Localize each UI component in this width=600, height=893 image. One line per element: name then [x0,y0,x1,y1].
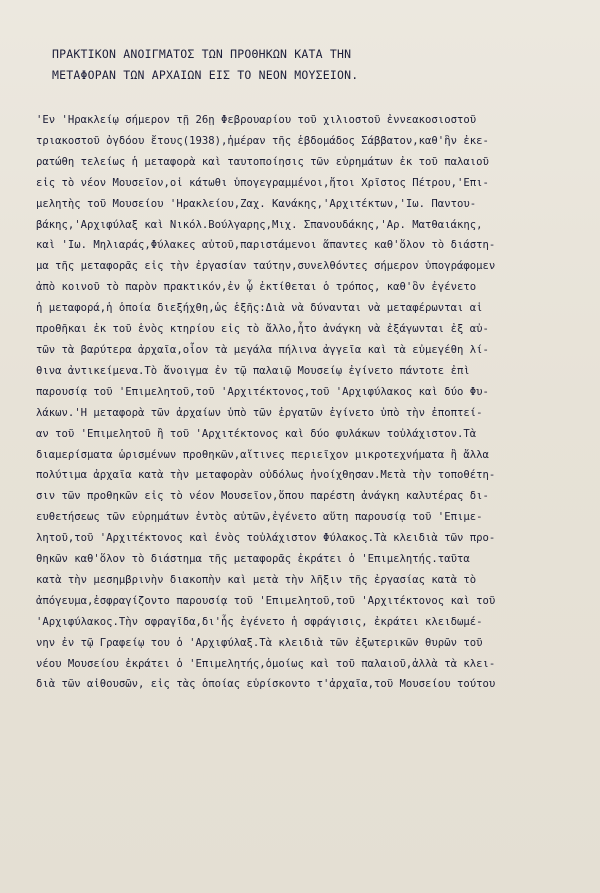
document-body [36,110,584,695]
body-line: ἀπόγευμα,ἐσφραγίζοντο παρουσίᾳ τοῦ 'Επιμελητοῦ,τοῦ 'Αρχιτέκτονος καὶ τοῦ [36,594,496,607]
body-line: διὰ τῶν αἰθουσῶν, εἰς τὰς ὁποίας εὑρίσκοντο τ'ἀρχαῖα,τοῦ Μουσείου τούτου [36,678,496,691]
body-line: κατὰ τὴν μεσημβρινὴν διακοπὴν καὶ μετὰ τὴν λῆξιν τῆς ἐργασίας κατὰ τὸ [36,573,477,586]
body-line: ἡ μεταφορά,ἡ ὁποία διεξήχθη,ὡς ἑξῆς:Διὰ νὰ δύνανται νὰ μεταφέρωνται αἱ [36,302,483,315]
body-line: εἰς τὸ νέον Μουσεῖον,οἱ κάτωθι ὑπογεγραμμένοι,ἤτοι Χρῖστος Πέτρου,'Επι- [36,176,489,189]
body-line: θινα ἀντικείμενα.Τὸ ἄνοιγμα ἐν τῷ παλαιῷ Μουσείῳ ἐγίνετο πάντοτε ἐπὶ [36,364,470,377]
body-line: καὶ 'Ιω. Μηλιαράς,Φύλακες αὐτοῦ,παριστάμενοι ἅπαντες καθ'ὅλον τὸ διάστη- [36,239,496,252]
body-line: προθῆκαι ἐκ τοῦ ἑνὸς κτηρίου εἰς τὸ ἄλλο,ἦτο ἀνάγκη νὰ ἐξάγωνται ἐξ αὐ- [36,323,489,336]
title-line: ΜΕΤΑΦΟΡΑΝ ΤΩΝ ΑΡΧΑΙΩΝ ΕΙΣ ΤΟ ΝΕΟΝ ΜΟΥΣΕΙΟΝ. [52,68,359,82]
body-line: τῶν τὰ βαρύτερα ἀρχαῖα,οἷον τὰ μεγάλα πήλινα ἀγγεῖα καὶ τὰ εὐμεγέθη λί- [36,343,489,356]
body-line: πολύτιμα ἀρχαῖα κατὰ τὴν μεταφορὰν οὐδόλως ἠνοίχθησαν.Μετὰ τὴν τοποθέτη- [36,469,496,482]
body-line: 'Εν 'Ηρακλείῳ σήμερον τῇ 26ῃ Φεβρουαρίου τοῦ χιλιοστοῦ ἐννεακοσιοστοῦ [36,114,477,126]
body-line: θηκῶν καθ'ὅλον τὸ διάστημα τῆς μεταφορᾶς ἐκράτει ὁ 'Επιμελητής.ταῦτα [36,553,470,566]
body-line: σιν τῶν προθηκῶν εἰς τὸ νέον Μουσεῖον,ὅπου παρέστη ἀνάγκη καλυτέρας δι- [36,490,489,503]
body-line: αν τοῦ 'Επιμελητοῦ ἢ τοῦ 'Αρχιτέκτονος καὶ δύο φυλάκων τοὐλάχιστον.Τὰ [36,427,477,440]
body-line: λητοῦ,τοῦ 'Αρχιτέκτονος καὶ ἑνὸς τοὐλάχιστον Φύλακος.Τὰ κλειδιὰ τῶν προ- [36,532,496,545]
body-line: βάκης,'Αρχιφύλαξ καὶ Νικόλ.Βούλγαρης,Μιχ. Σπανουδάκης,'Αρ. Ματθαιάκης, [36,218,483,231]
body-line: 'Αρχιφύλακος.Τὴν σφραγῖδα,δι'ἧς ἐγένετο ἡ σφράγισις, ἐκράτει κλειδωμέ- [36,615,483,628]
body-line: νην ἐν τῷ Γραφείῳ του ὁ 'Αρχιφύλαξ.Τὰ κλειδιὰ τῶν ἐξωτερικῶν θυρῶν τοῦ [36,636,483,649]
body-line: ρατώθη τελείως ἡ μεταφορὰ καὶ ταυτοποίησις τῶν εὑρημάτων ἐκ τοῦ παλαιοῦ [36,155,489,168]
body-line: μελητὴς τοῦ Μουσείου 'Ηρακλείου,Ζαχ. Κανάκης,'Αρχιτέκτων,'Ιω. Παντου- [36,197,477,210]
body-line: νέου Μουσείου ἐκράτει ὁ 'Επιμελητής,ὁμοίως καὶ τοῦ παλαιοῦ,ἀλλὰ τὰ κλει- [36,657,496,670]
body-line: ἀπὸ κοινοῦ τὸ παρὸν πρακτικόν,ἐν ᾧ ἐκτίθεται ὁ τρόπος, καθ'ὃν ἐγένετο [36,281,477,294]
body-line: τριακοστοῦ ὀγδόου ἔτους(1938),ἡμέραν τῆς ἑβδομάδος Σάββατον,καθ'ἣν ἐκε- [36,134,489,147]
body-line: λάκων.'Η μεταφορὰ τῶν ἀρχαίων ὑπὸ τῶν ἐργατῶν ἐγίνετο ὑπὸ τὴν ἐποπτεί- [36,406,483,419]
title-line: ΠΡΑΚΤΙΚΟΝ ΑΝΟΙΓΜΑΤΟΣ ΤΩΝ ΠΡΟΘΗΚΩΝ ΚΑΤΑ ΤΗΝ [52,47,352,61]
body-line: παρουσίᾳ τοῦ 'Επιμελητοῦ,τοῦ 'Αρχιτέκτονος,τοῦ 'Αρχιφύλακος καὶ δύο Φυ- [36,385,489,398]
document-title [52,44,572,86]
body-line: ευθετήσεως τῶν εὑρημάτων ἐντὸς αὐτῶν,ἐγένετο αὕτη παρουσίᾳ τοῦ 'Επιμε- [36,511,483,524]
body-line: μα τῆς μεταφορᾶς εἰς τὴν ἐργασίαν ταύτην,συνελθόντες σήμερον ὑπογράφομεν [36,260,496,273]
body-line: διαμερίσματα ὡρισμένων προθηκῶν,αἵτινες περιεῖχον μικροτεχνήματα ἢ ἄλλα [36,448,489,461]
